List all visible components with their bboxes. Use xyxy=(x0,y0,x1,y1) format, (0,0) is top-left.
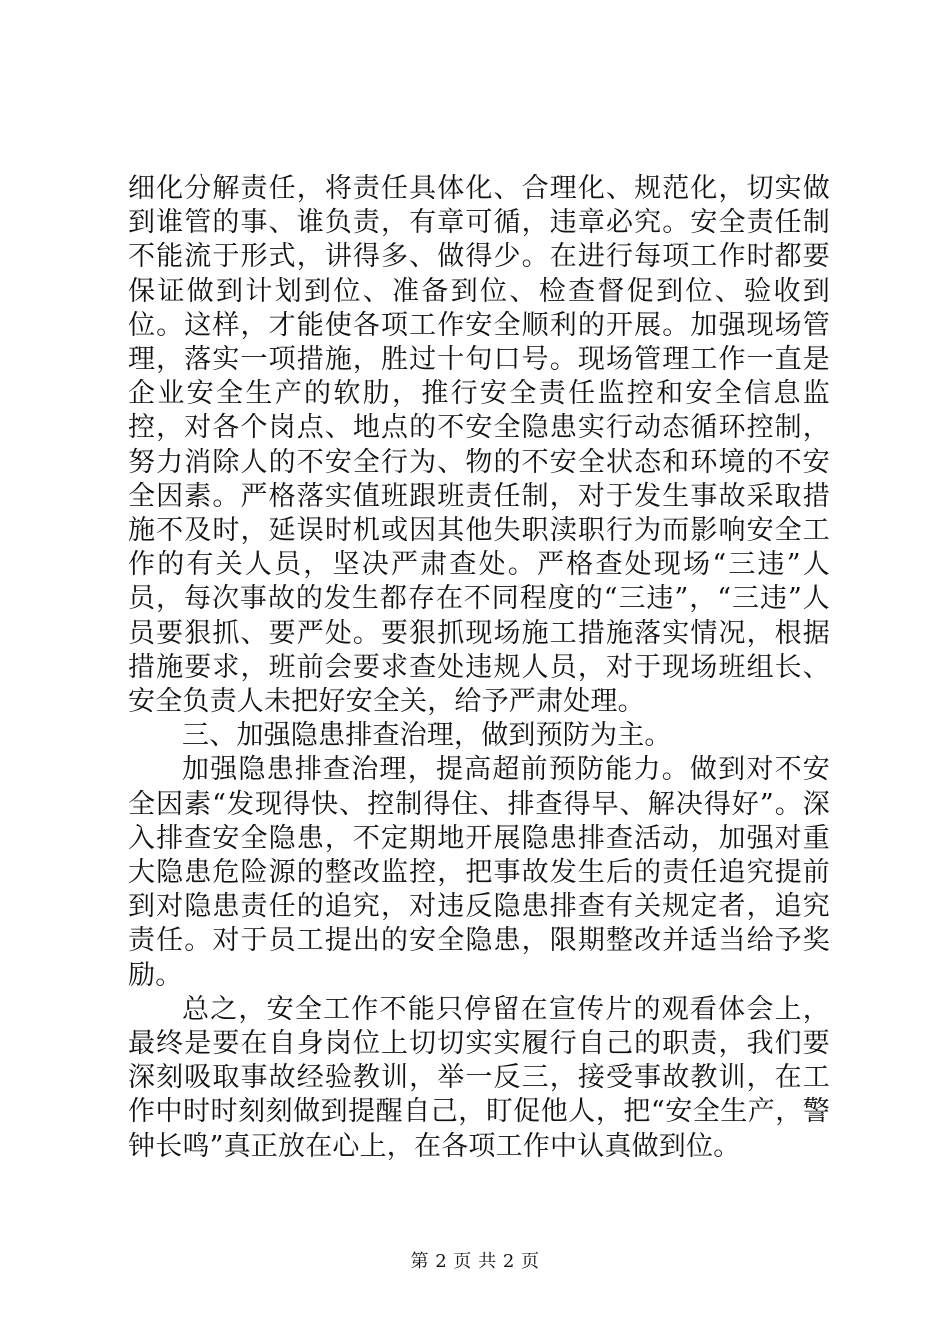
document-body xyxy=(128,172,830,1164)
paragraph-conclusion: 总之，安全工作不能只停留在宣传片的观看体会上，最终是要在自身岗位上切切实实履行自己的职责，我们要深刻吸取事故经验教训，举一反三，接受事故教训，在工作中时时刻刻做到提醒自己，盯促他人，把“安全生产，警钟长鸣”真正放在心上，在各项工作中认真做到位。 xyxy=(128,993,830,1162)
paragraph-hazard-inspection: 加强隐患排查治理，提高超前预防能力。做到对不安全因素“发现得快、控制得住、排查得早、解决得好”。深入排查安全隐患，不定期地开展隐患排查活动，加强对重大隐患危险源的整改监控，把事故发生后的责任追究提前到对隐患责任的追究，对违反隐患排查有关规定者，追究责任。对于员工提出的安全隐患，限期整改并适当给予奖励。 xyxy=(128,754,830,991)
section-heading-hazard-inspection: 三、加强隐患排查治理，做到预防为主。 xyxy=(182,720,672,752)
paragraph-responsibility: 细化分解责任，将责任具体化、合理化、规范化，切实做到谁管的事、谁负责，有章可循，违章必究。安全责任制不能流于形式，讲得多、做得少。在进行每项工作时都要保证做到计划到位、准备到位、检查督促到位、验收到位。这样，才能使各项工作安全顺利的开展。加强现场管理，落实一项措施，胜过十句口号。现场管理工作一直是企业安全生产的软肋，推行安全责任监控和安全信息监控，对各个岗点、地点的不安全隐患实行动态循环控制，努力消除人的不安全行为、物的不安全状态和环境的不安全因素。严格落实值班跟班责任制，对于发生事故采取措施不及时，延误时机或因其他失职渎职行为而影响安全工作的有关人员，坚决严肃查处。严格查处现场“三违”人员，每次事故的发生都存在不同程度的“三违”，“三违”人员要狠抓、要严处。要狠抓现场施工措施落实情况，根据措施要求，班前会要求查处违规人员，对于现场班组长、安全负责人未把好安全关，给予严肃处理。 xyxy=(128,173,830,718)
page-number-footer: 第 2 页 共 2 页 xyxy=(410,1251,540,1272)
